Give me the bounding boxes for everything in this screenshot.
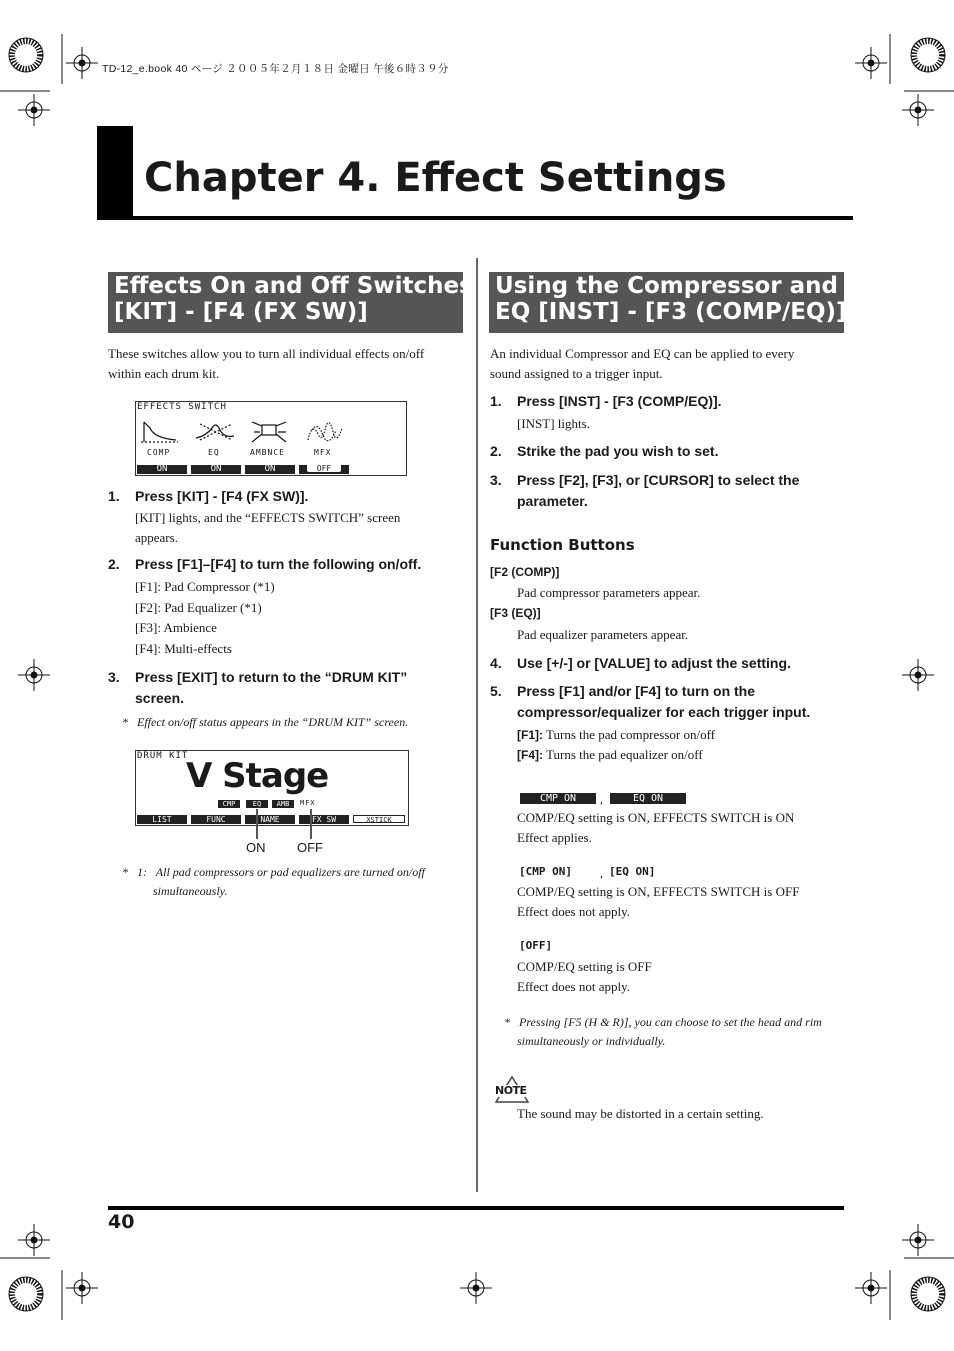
right-intro-line1: An individual Compressor and EQ can be applied to every	[490, 346, 795, 361]
step-text: Press [KIT] - [F4 (FX SW)].	[135, 488, 309, 504]
f1-desc-row	[517, 725, 715, 745]
indicator2-desc	[517, 882, 799, 922]
step-text: Press [F1]–[F4] to turn the following on/off.	[135, 556, 422, 572]
list-item: [F3]: Ambience	[135, 620, 217, 636]
step-text: Press [INST] - [F3 (COMP/EQ)].	[517, 393, 722, 409]
f1-f4-desc	[517, 725, 715, 765]
left-section-title-line1: Effects On and Off Switches	[114, 273, 473, 299]
effect-icons	[136, 416, 406, 448]
indicator1-desc-line1: COMP/EQ setting is ON, EFFECTS SWITCH is ON	[517, 810, 795, 825]
left-step1-body	[135, 508, 400, 548]
ambience-icon	[252, 422, 286, 442]
eq-icon	[196, 424, 234, 440]
indicator-cmp-on-outline: [CMP ON]	[519, 865, 572, 878]
indicator3-desc-line2: Effect does not apply.	[517, 979, 630, 994]
right-star-note	[504, 1013, 822, 1051]
right-step-2	[490, 441, 850, 462]
comp-icon	[141, 422, 178, 442]
f1-key: [F1]:	[517, 728, 543, 742]
right-star-note-line1: * Pressing [F5 (H & R)], you can choose to set the head and rim	[504, 1015, 822, 1029]
page-number: 40	[108, 1211, 135, 1233]
left-intro-line1: These switches allow you to turn all individual effects on/off	[108, 346, 425, 361]
mfx-icon	[308, 423, 342, 441]
step-text: Use [+/-] or [VALUE] to adjust the setting.	[517, 655, 791, 671]
step-text-line1: Press [F1] and/or [F4] to turn on the	[517, 683, 756, 699]
indicator1-desc-line2: Effect applies.	[517, 830, 592, 845]
indicator-eq-on-outline: [EQ ON]	[609, 865, 656, 878]
column-divider	[476, 258, 478, 1192]
left-star-note: * Effect on/off status appears in the “DRUM KIT” screen.	[122, 715, 409, 729]
lcd2-button-func: FUNC	[191, 815, 241, 824]
note-text: The sound may be distorted in a certain setting.	[517, 1106, 764, 1121]
indicator-cmp: CMP	[218, 800, 240, 808]
indicator-eq: EQ	[246, 800, 268, 808]
icon-label-eq: EQ	[208, 448, 220, 457]
indicator-off: [OFF]	[519, 939, 553, 952]
list-item: [F1]: Pad Compressor (*1)	[135, 579, 275, 594]
lcd-button-f2: ON	[191, 465, 241, 474]
chapter-tab-block	[97, 126, 133, 219]
left-intro	[108, 344, 468, 384]
indicator-amb: AMB	[272, 800, 294, 808]
indicator-cmp-on-filled: CMP ON	[520, 793, 596, 804]
step-text-line1: Press [EXIT] to return to the “DRUM KIT”	[135, 669, 408, 685]
indicator3-desc-line1: COMP/EQ setting is OFF	[517, 959, 652, 974]
indicator1-desc	[517, 808, 794, 848]
step-text: Strike the pad you wish to set.	[517, 443, 719, 459]
step-number: 2.	[490, 443, 502, 459]
step-number: 3.	[108, 669, 120, 685]
left-intro-line2: within each drum kit.	[108, 366, 220, 381]
lcd-button-f3: ON	[245, 465, 295, 474]
step-text-line1: Press [F2], [F3], or [CURSOR] to select the	[517, 472, 800, 488]
indicator-comma: ,	[600, 866, 603, 880]
f2-label: [F2 (COMP)]	[490, 565, 560, 579]
f4-key: [F4]:	[517, 748, 543, 762]
lcd2-button-fxsw: FX SW	[299, 815, 349, 824]
f1-desc: Turns the pad compressor on/off	[546, 727, 716, 742]
on-pointer-line	[256, 809, 258, 839]
kit-name: V Stage	[186, 756, 329, 796]
lcd2-button-xstick: XSTICK	[353, 815, 405, 823]
off-label: OFF	[297, 840, 323, 855]
icon-label-comp: COMP	[147, 448, 171, 457]
lcd2-button-list: LIST	[137, 815, 187, 824]
indicator2-desc-line1: COMP/EQ setting is ON, EFFECTS SWITCH is OFF	[517, 884, 800, 899]
step-number: 1.	[108, 488, 120, 504]
indicator-eq-on-filled: EQ ON	[610, 793, 686, 804]
step-text-line2: parameter.	[517, 493, 588, 509]
lcd-title: EFFECTS SWITCH	[137, 402, 227, 412]
indicator-mfx: MFX	[300, 799, 316, 807]
lcd-button-f4-label: OFF	[307, 465, 341, 472]
right-star-note-line2: simultaneously or individually.	[517, 1034, 666, 1048]
right-section-title-line2: EQ [INST] - [F3 (COMP/EQ)]	[495, 299, 847, 325]
left-section-title-line2: [KIT] - [F4 (FX SW)]	[114, 299, 368, 325]
f2-body: Pad compressor parameters appear.	[517, 585, 701, 600]
step-text-line2: compressor/equalizer for each trigger input.	[517, 704, 811, 720]
indicator2-desc-line2: Effect does not apply.	[517, 904, 630, 919]
footer-rule	[108, 1206, 844, 1210]
lcd-button-f1: ON	[137, 465, 187, 474]
left-step-2	[108, 554, 468, 575]
step-number: 2.	[108, 556, 120, 572]
left-section-header	[108, 272, 473, 333]
f3-label: [F3 (EQ)]	[490, 606, 541, 620]
right-step1-body: [INST] lights.	[517, 416, 590, 431]
lcd-button-f4-off	[299, 465, 349, 474]
right-section-header	[489, 272, 847, 333]
right-section-title-line1: Using the Compressor and	[495, 273, 839, 299]
left-step1-body-line2: appears.	[135, 530, 178, 545]
indicator-comma: ,	[600, 792, 603, 806]
list-item: [F2]: Pad Equalizer (*1)	[135, 599, 262, 615]
function-buttons-heading: Function Buttons	[490, 536, 635, 554]
off-pointer-line	[310, 809, 312, 839]
chapter-rule	[97, 216, 853, 220]
note-icon	[494, 1076, 530, 1104]
right-step-5	[490, 681, 850, 723]
left-step2-list	[135, 577, 275, 660]
icon-label-mfx: MFX	[314, 448, 332, 457]
left-step-3	[108, 667, 468, 709]
on-label: ON	[246, 840, 266, 855]
file-header-line: TD-12_e.book 40 ページ ２００５年２月１８日 金曜日 午後６時３９分	[102, 63, 449, 75]
right-step-3	[490, 470, 850, 512]
lcd-title: DRUM KIT	[137, 751, 189, 761]
step-number: 3.	[490, 472, 502, 488]
list-item: [F4]: Multi-effects	[135, 641, 232, 657]
right-intro	[490, 344, 794, 384]
left-step-1	[108, 486, 468, 507]
step-number: 1.	[490, 393, 502, 409]
left-footnote-line2: simultaneously.	[153, 884, 228, 898]
f3-body: Pad equalizer parameters appear.	[517, 627, 689, 642]
right-intro-line2: sound assigned to a trigger input.	[490, 366, 663, 381]
indicator3-desc	[517, 957, 652, 997]
lcd2-button-name: NAME	[245, 815, 295, 824]
step-number: 4.	[490, 655, 502, 671]
chapter-title: Chapter 4. Effect Settings	[144, 155, 727, 201]
drum-kit-lcd	[135, 750, 409, 826]
left-step1-body-line1: [KIT] lights, and the “EFFECTS SWITCH” screen	[135, 510, 401, 525]
left-footnote	[122, 863, 425, 901]
right-step-1	[490, 391, 850, 412]
f4-desc-row	[517, 745, 715, 765]
note-icon-label: NOTE	[495, 1084, 527, 1097]
effects-switch-lcd	[135, 401, 407, 476]
step-number: 5.	[490, 683, 502, 699]
step-text-line2: screen.	[135, 690, 185, 706]
f4-desc: Turns the pad equalizer on/off	[546, 747, 703, 762]
left-footnote-line1: * 1: All pad compressors or pad equalizers are turned on/off	[122, 865, 425, 879]
right-step-4	[490, 653, 850, 674]
icon-label-ambnce: AMBNCE	[250, 448, 285, 457]
